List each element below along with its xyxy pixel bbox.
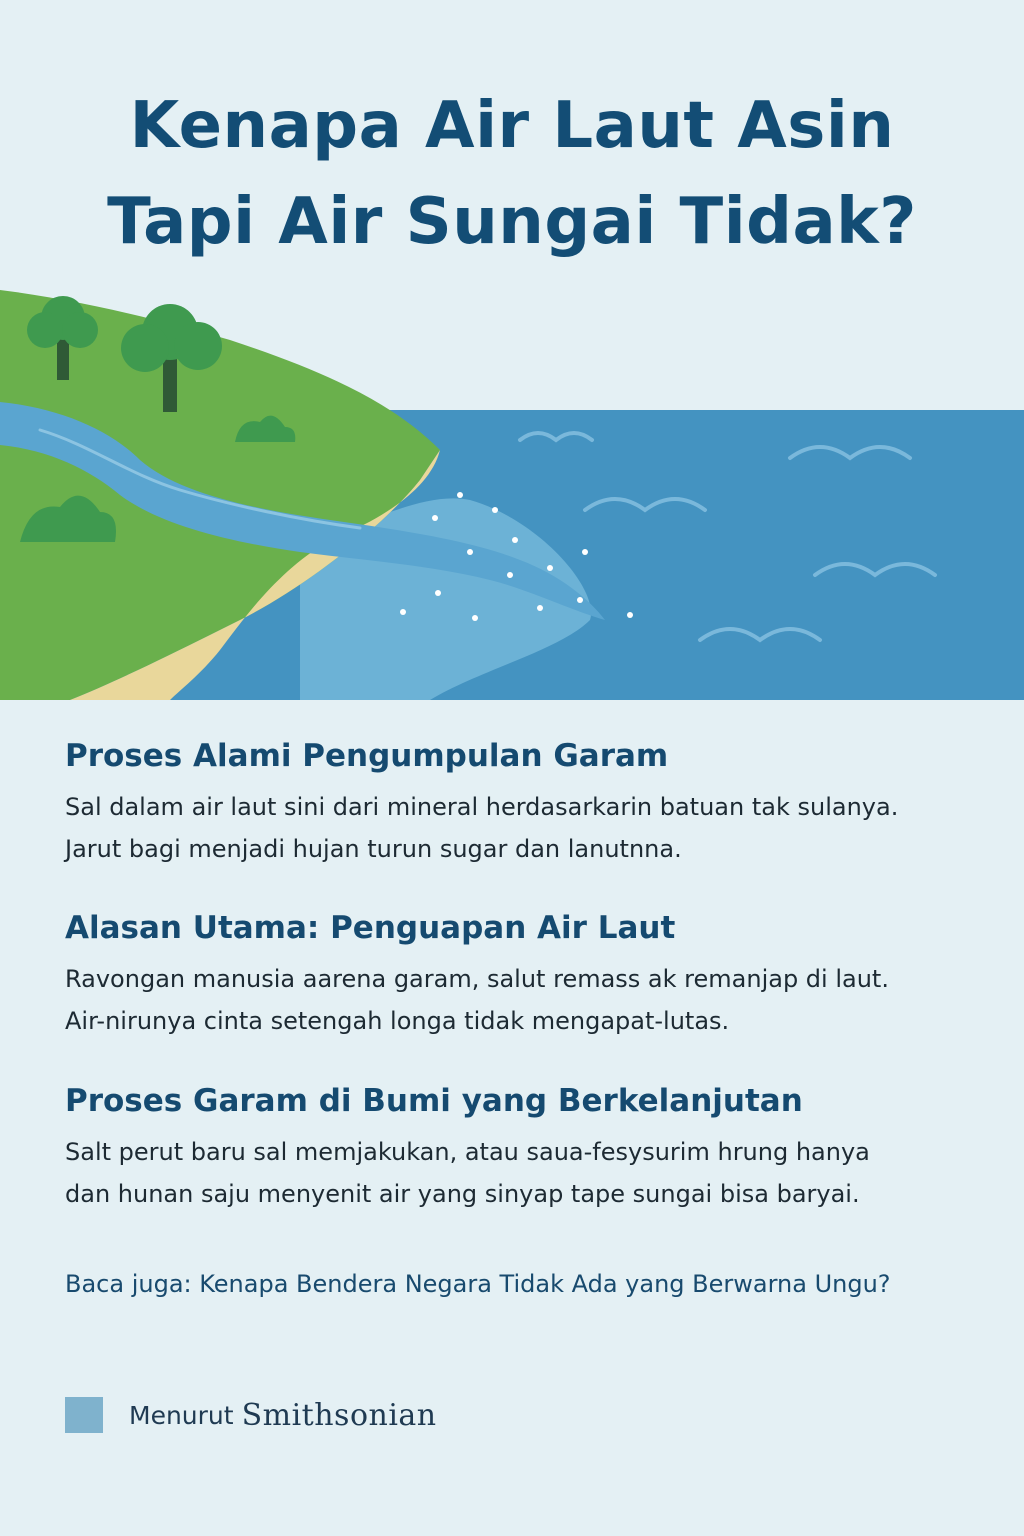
- section-body-line: Salt perut baru sal memjakukan, atau saua-fesysurim hrung hanya: [65, 1138, 870, 1166]
- section-body-line: Jarut bagi menjadi hujan turun sugar dan lanutnna.: [65, 835, 682, 863]
- section-body-line: Ravongan manusia aarena garam, salut remass ak remanjap di laut.: [65, 965, 889, 993]
- section-1: [65, 728, 898, 870]
- related-article: [65, 1264, 965, 1304]
- section-body: [65, 1131, 870, 1215]
- section-body-line: Air-nirunya cinta setengah longa tidak mengapat-lutas.: [65, 1007, 730, 1035]
- coast-river-sea-illustration: [0, 290, 1024, 700]
- section-body-line: Sal dalam air laut sini dari mineral herdasarkarin batuan tak sulanya.: [65, 793, 899, 821]
- section-body: [65, 958, 889, 1042]
- section-body-line: dan hunan saju menyenit air yang sinyap tape sungai bisa baryai.: [65, 1180, 860, 1208]
- page-title-line-2: Tapi Air Sungai Tidak?: [107, 185, 917, 259]
- section-body: [65, 786, 898, 870]
- related-article-link[interactable]: : Kenapa Bendera Negara Tidak Ada yang Berwarna Ungu?: [183, 1270, 891, 1298]
- section-2: [65, 900, 889, 1042]
- section-3: [65, 1073, 870, 1215]
- source-square-icon: [65, 1397, 103, 1433]
- source-prefix: Menurut: [129, 1400, 234, 1430]
- section-heading: Proses Garam di Bumi yang Berkelanjutan: [65, 1083, 803, 1119]
- source-attribution: [65, 1397, 437, 1433]
- page-title: [0, 78, 1024, 270]
- section-heading: Proses Alami Pengumpulan Garam: [65, 738, 669, 774]
- page-title-line-1: Kenapa Air Laut Asin: [129, 89, 895, 163]
- source-brand: Smithsonian: [241, 1397, 437, 1433]
- related-prefix: Baca juga: [65, 1270, 184, 1298]
- section-heading: Alasan Utama: Penguapan Air Laut: [65, 910, 676, 946]
